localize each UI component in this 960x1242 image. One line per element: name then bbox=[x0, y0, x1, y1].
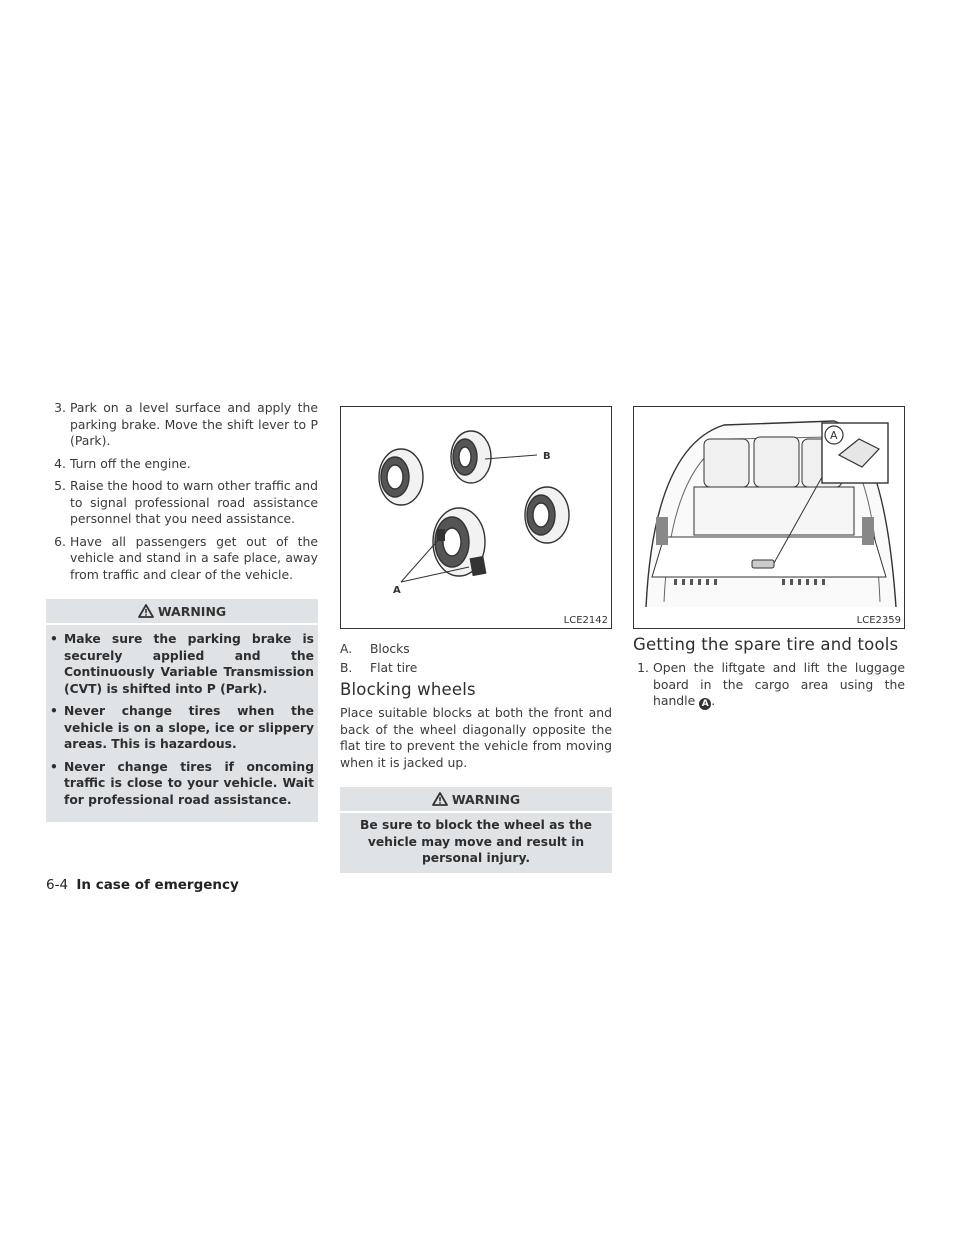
warning-item: • Make sure the parking brake is securely applied and the Continuously Variable Transmission (CVT) is shifted into P (Park). bbox=[48, 631, 314, 697]
figure-blocks bbox=[340, 406, 612, 629]
tire-left bbox=[379, 449, 423, 505]
step-3: 3. Park on a level surface and apply the parking brake. Move the shift lever to P (Park). bbox=[54, 400, 318, 448]
warning-title: WARNING bbox=[451, 791, 521, 807]
marker-a-icon: A bbox=[699, 698, 711, 710]
warning-box bbox=[46, 599, 318, 822]
warning-text: Be sure to block the wheel as the vehicle may move and result in personal injury. bbox=[360, 818, 592, 865]
label-b: B bbox=[543, 451, 551, 462]
legend-item: B. Flat tire bbox=[340, 661, 418, 675]
handle-marker bbox=[752, 560, 774, 568]
steps-list bbox=[46, 400, 318, 583]
step-6: 6. Have all passengers get out of the vehicle and stand in a safe place, away from traffic and clear of the vehicle. bbox=[54, 533, 318, 582]
legend-item: A. Blocks bbox=[340, 642, 410, 656]
page-footer bbox=[46, 877, 239, 893]
column-middle bbox=[340, 406, 612, 873]
tires-illustration bbox=[341, 407, 611, 628]
step-5: 5. Raise the hood to warn other traffic and to signal professional road assistance personnel that you need assistance. bbox=[54, 478, 318, 526]
figure-cargo bbox=[633, 406, 905, 629]
column-right bbox=[633, 406, 905, 716]
warning-title: WARNING bbox=[157, 603, 227, 619]
warning-header bbox=[340, 787, 612, 813]
figure-code: LCE2142 bbox=[563, 615, 608, 626]
section-title: In case of emergency bbox=[76, 877, 239, 893]
steps-list bbox=[633, 660, 905, 710]
column-left bbox=[46, 400, 318, 822]
tire-right bbox=[525, 487, 569, 543]
step-1: 1. Open the liftgate and lift the luggage board in the cargo area using the handle A . bbox=[637, 660, 905, 709]
warning-triangle-icon bbox=[138, 604, 154, 618]
label-a: A bbox=[830, 429, 838, 442]
step-4: 4. Turn off the engine. bbox=[54, 455, 191, 471]
warning-header bbox=[46, 599, 318, 625]
warning-box bbox=[340, 787, 612, 873]
warning-item: • Never change tires if oncoming traffic is close to your vehicle. Wait for professional road assistance. bbox=[48, 759, 314, 809]
section-heading: Getting the spare tire and tools bbox=[633, 635, 899, 654]
figure-code: LCE2359 bbox=[856, 615, 901, 626]
label-a: A bbox=[393, 585, 401, 596]
warning-item: • Never change tires when the vehicle is on a slope, ice or slippery areas. This is hazardous. bbox=[48, 703, 314, 753]
page-number: 6-4 bbox=[46, 877, 69, 893]
figure-legend bbox=[340, 641, 612, 676]
body-text: Place suitable blocks at both the front and back of the wheel diagonally opposite the flat tire to prevent the vehicle from moving when it is jacked up. bbox=[340, 705, 612, 770]
section-heading: Blocking wheels bbox=[340, 680, 476, 699]
warning-triangle-icon bbox=[432, 792, 448, 806]
cargo-area-illustration bbox=[634, 407, 904, 628]
block-1 bbox=[470, 556, 487, 576]
tire-flat bbox=[451, 431, 491, 483]
